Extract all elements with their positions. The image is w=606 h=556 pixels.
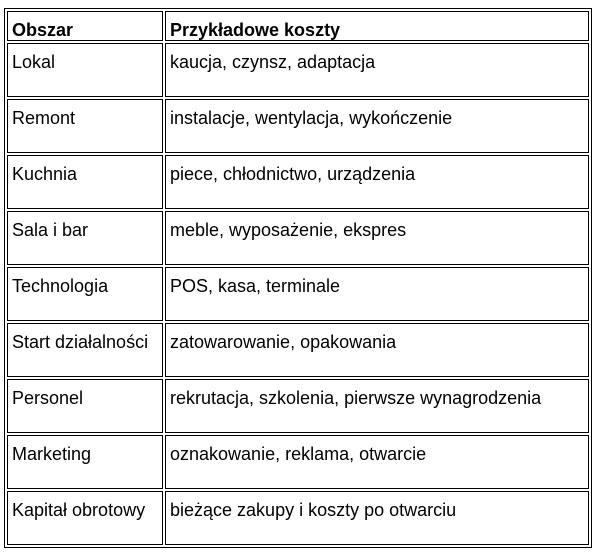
table-row	[7, 491, 589, 545]
table-row	[7, 435, 589, 489]
cell-costs: bieżące zakupy i koszty po otwarciu	[165, 491, 589, 545]
cell-costs: meble, wyposażenie, ekspres	[165, 211, 589, 265]
table-row	[7, 323, 589, 377]
cell-area: Personel	[7, 379, 163, 433]
table-row	[7, 43, 589, 97]
table-row	[7, 155, 589, 209]
costs-table	[5, 9, 591, 547]
cell-costs: kaucja, czynsz, adaptacja	[165, 43, 589, 97]
cell-area: Lokal	[7, 43, 163, 97]
table-header-row	[7, 11, 589, 41]
cell-area: Sala i bar	[7, 211, 163, 265]
cell-area: Marketing	[7, 435, 163, 489]
cell-costs: oznakowanie, reklama, otwarcie	[165, 435, 589, 489]
cell-costs: POS, kasa, terminale	[165, 267, 589, 321]
cell-area: Kuchnia	[7, 155, 163, 209]
table-row	[7, 267, 589, 321]
cell-area: Remont	[7, 99, 163, 153]
costs-table-frame	[4, 8, 592, 548]
cell-costs: rekrutacja, szkolenia, pierwsze wynagrodzenia	[165, 379, 589, 433]
cell-costs: zatowarowanie, opakowania	[165, 323, 589, 377]
header-area: Obszar	[7, 11, 163, 41]
cell-area: Kapitał obrotowy	[7, 491, 163, 545]
table-row	[7, 99, 589, 153]
cell-area: Start działalności	[7, 323, 163, 377]
table-row	[7, 211, 589, 265]
cell-costs: piece, chłodnictwo, urządzenia	[165, 155, 589, 209]
table-row	[7, 379, 589, 433]
cell-area: Technologia	[7, 267, 163, 321]
header-example-costs: Przykładowe koszty	[165, 11, 589, 41]
cell-costs: instalacje, wentylacja, wykończenie	[165, 99, 589, 153]
